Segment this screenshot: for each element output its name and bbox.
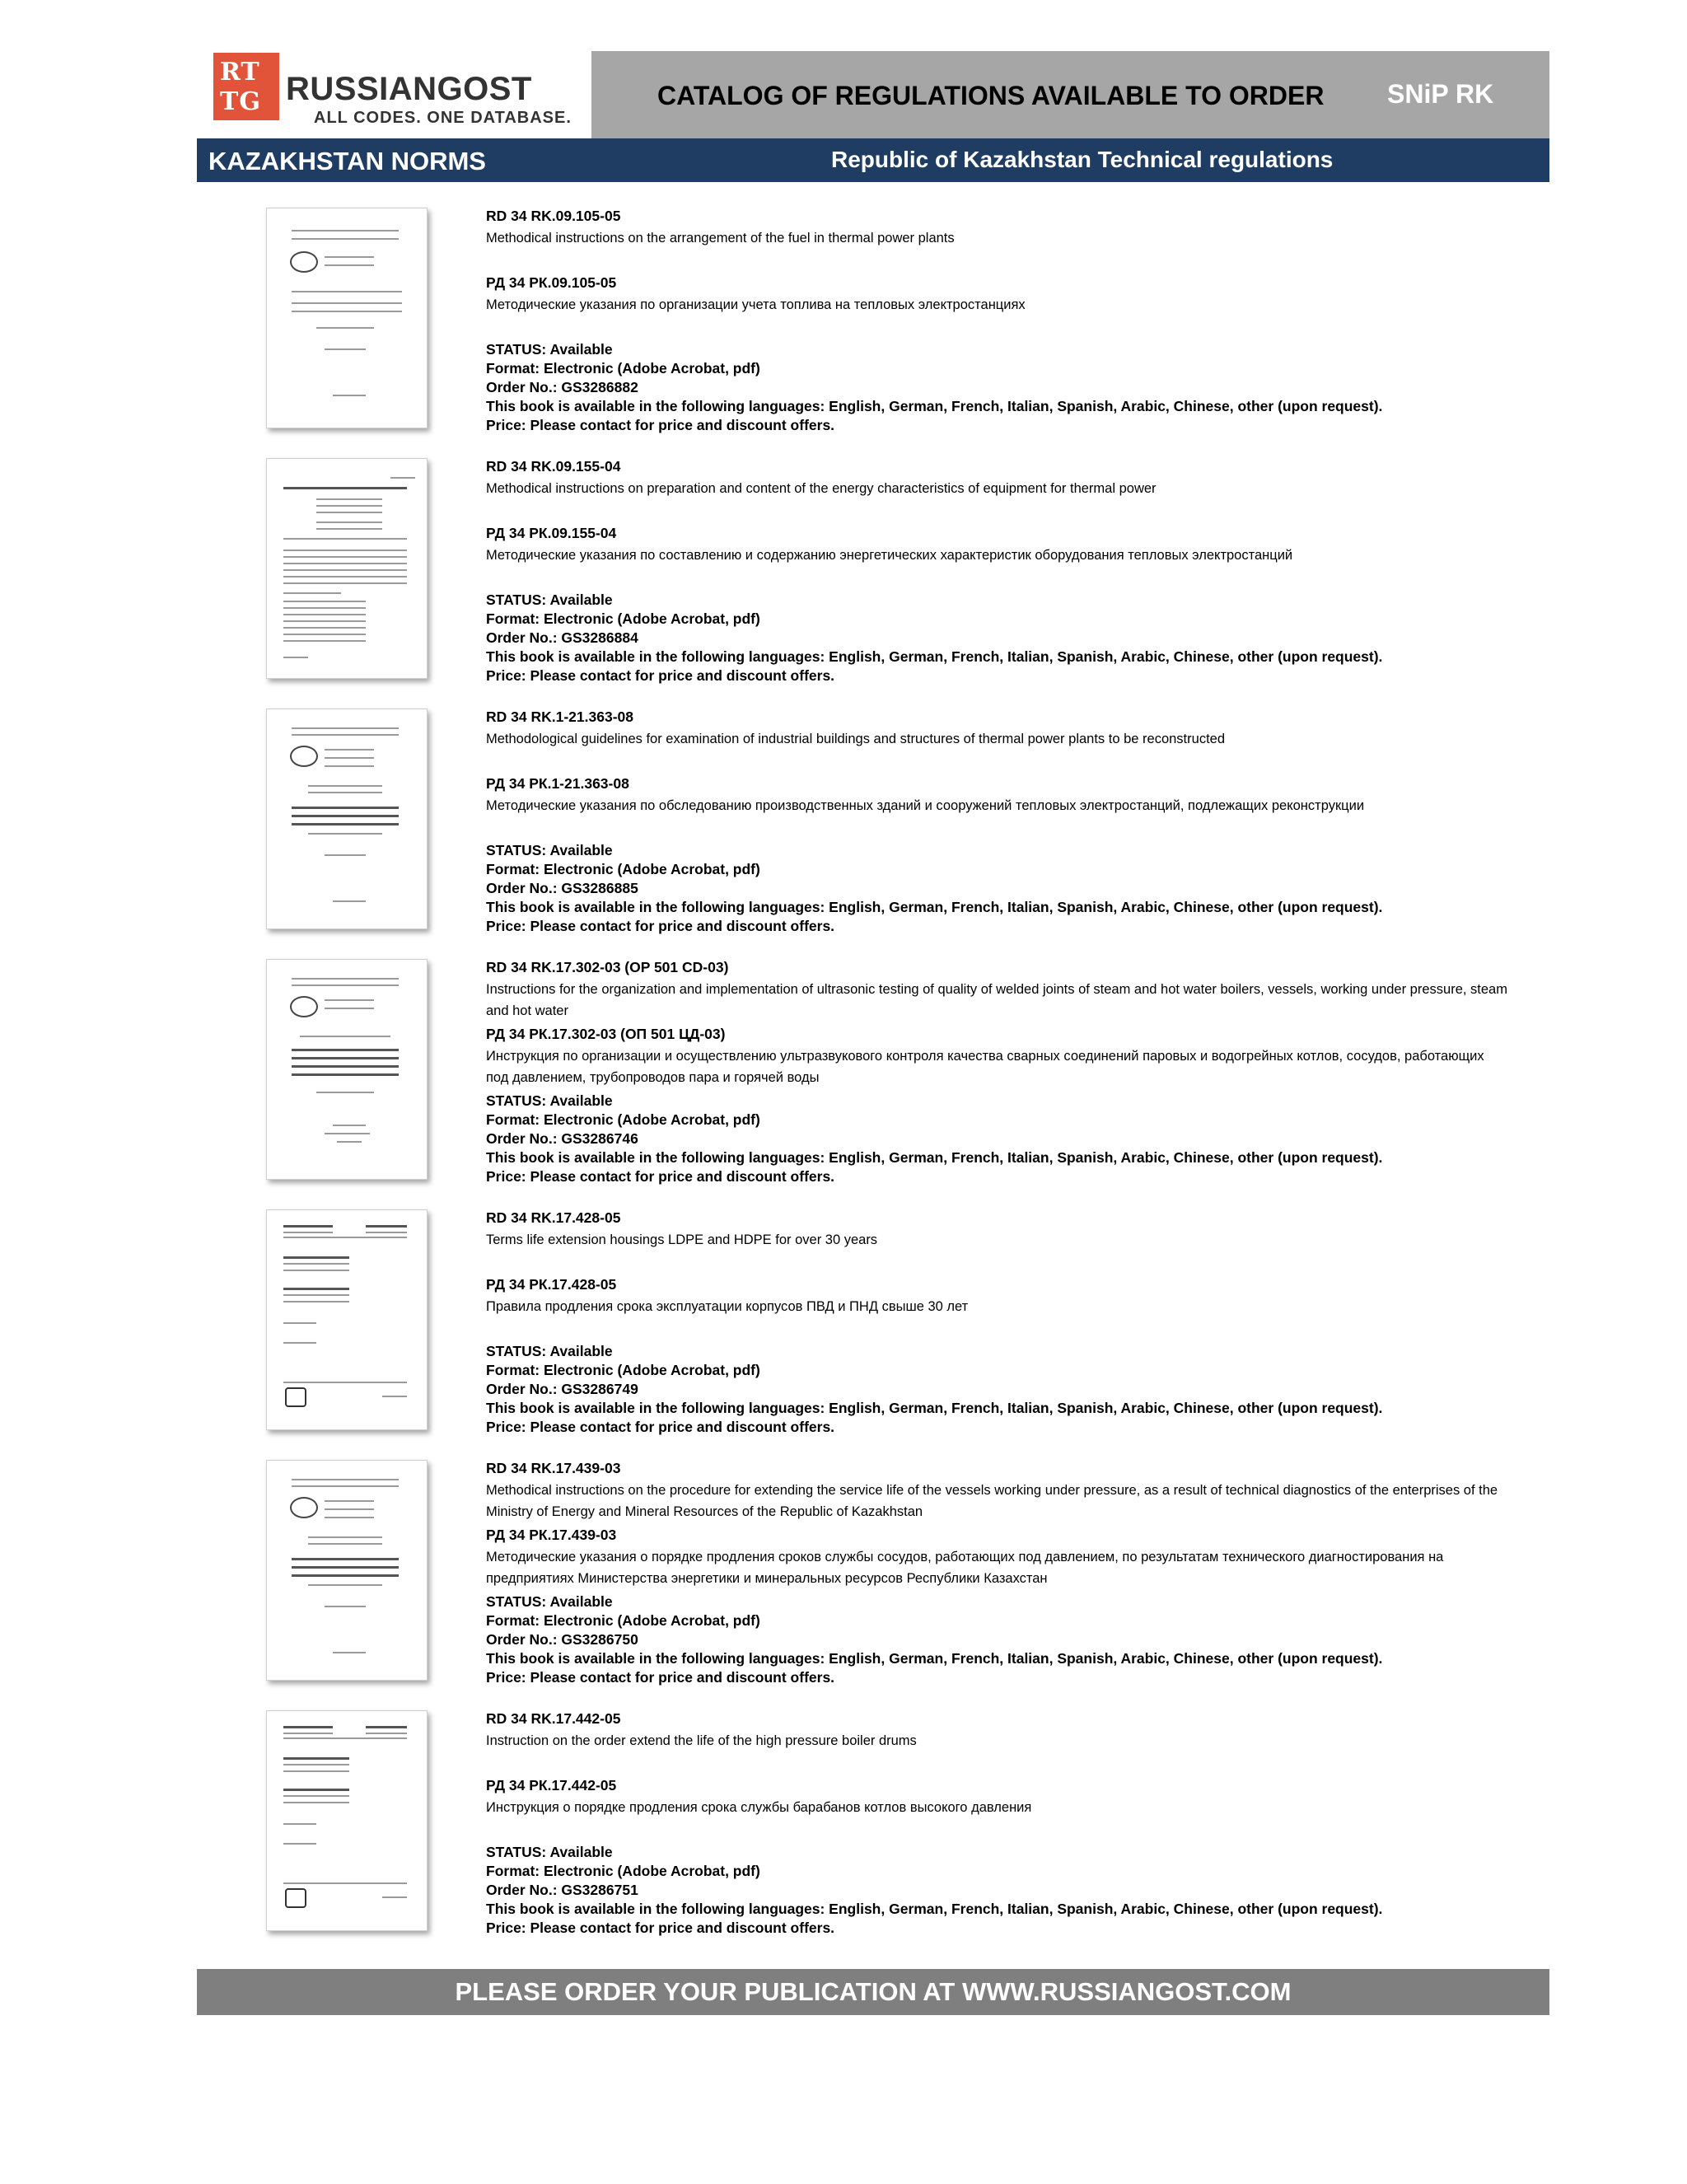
document-thumbnail[interactable] bbox=[266, 1209, 428, 1430]
entry-languages: This book is available in the following languages: English, German, French, Italian, Spanish, Arabic, Chinese, other (upon request). bbox=[486, 1149, 1383, 1166]
entry-description-en: Methodical instructions on the procedure for extending the service life of the vessels working under pressure, as a result of technical diagnostics of the enterprises of the Ministry of Energy and Mineral Resources of the Republic of Kazakhstan bbox=[486, 1483, 1498, 1519]
section-banner bbox=[197, 138, 1549, 182]
entry-price: Price: Please contact for price and discount offers. bbox=[486, 1920, 835, 1936]
entry-description-en: Instruction on the order extend the life of the high pressure boiler drums bbox=[486, 1733, 917, 1748]
entry-price: Price: Please contact for price and discount offers. bbox=[486, 1168, 835, 1185]
entry-code-ru: РД 34 РК.09.105-05 bbox=[486, 274, 617, 291]
logo-mark bbox=[213, 53, 279, 120]
entry-order-number: Order No.: GS3286750 bbox=[486, 1631, 638, 1648]
entry-description-en: Instructions for the organization and implementation of ultrasonic testing of quality of welded joints of steam and hot water boilers, vessels, working under pressure, steam and hot water bbox=[486, 982, 1507, 1018]
catalog-entry bbox=[0, 1460, 1687, 1707]
entry-code-ru: РД 34 РК.17.302-03 (ОП 501 ЦД-03) bbox=[486, 1026, 726, 1042]
logo-mark-bottom: TG bbox=[220, 87, 261, 116]
entry-languages: This book is available in the following languages: English, German, French, Italian, Spanish, Arabic, Chinese, other (upon request). bbox=[486, 648, 1383, 665]
entry-description-en: Methodical instructions on the arrangement of the fuel in thermal power plants bbox=[486, 231, 955, 246]
catalog-entry bbox=[0, 208, 1687, 455]
entry-order-number: Order No.: GS3286749 bbox=[486, 1381, 638, 1397]
entry-description-en: Methodical instructions on preparation and content of the energy characteristics of equipment for thermal power bbox=[486, 481, 1157, 496]
section-title: KAZAKHSTAN NORMS bbox=[208, 147, 486, 175]
entry-description-en: Methodological guidelines for examination of industrial buildings and structures of thermal power plants to be reconstructed bbox=[486, 732, 1226, 746]
entry-languages: This book is available in the following languages: English, German, French, Italian, Spanish, Arabic, Chinese, other (upon request). bbox=[486, 1901, 1383, 1917]
entry-code-ru: РД 34 РК.17.428-05 bbox=[486, 1276, 617, 1293]
document-thumbnail[interactable] bbox=[266, 1460, 428, 1681]
logo[interactable] bbox=[199, 51, 591, 138]
entry-format: Format: Electronic (Adobe Acrobat, pdf) bbox=[486, 1362, 760, 1378]
entry-languages: This book is available in the following languages: English, German, French, Italian, Spanish, Arabic, Chinese, other (upon request). bbox=[486, 1400, 1383, 1416]
entry-code-ru: РД 34 РК.17.439-03 bbox=[486, 1527, 617, 1543]
catalog-entry bbox=[0, 458, 1687, 705]
entry-description-ru: Инструкция по организации и осуществлению ультразвукового контроля качества сварных соединений паровых и водогрейных котлов, сосудов, работающих под давлением, трубопроводов пара и горячей воды bbox=[486, 1049, 1484, 1085]
entry-order-number: Order No.: GS3286885 bbox=[486, 880, 638, 896]
entry-description-ru: Методические указания по обследованию производственных зданий и сооружений тепловых электростанций, подлежащих реконструкции bbox=[486, 798, 1365, 813]
logo-mark-top: RT bbox=[220, 58, 260, 87]
entry-format: Format: Electronic (Adobe Acrobat, pdf) bbox=[486, 360, 760, 376]
catalog-entry bbox=[0, 709, 1687, 956]
section-subtitle: Republic of Kazakhstan Technical regulations bbox=[831, 147, 1334, 172]
entry-code-ru: РД 34 РК.17.442-05 bbox=[486, 1777, 617, 1793]
entry-code-en: RD 34 RK.17.439-03 bbox=[486, 1460, 621, 1476]
logo-tagline: ALL CODES. ONE DATABASE. bbox=[314, 109, 572, 127]
entry-description-ru: Методические указания о порядке продления сроков службы сосудов, работающих под давлением, по результатам технического диагностирования на предприятиях Министерства энергетики и минеральных ресурсов Республики Казахстан bbox=[486, 1550, 1444, 1586]
catalog-entry bbox=[0, 1710, 1687, 1957]
entry-order-number: Order No.: GS3286882 bbox=[486, 379, 638, 395]
entry-price: Price: Please contact for price and discount offers. bbox=[486, 918, 835, 934]
entry-status: STATUS: Available bbox=[486, 1593, 613, 1610]
entry-order-number: Order No.: GS3286884 bbox=[486, 629, 638, 646]
entry-format: Format: Electronic (Adobe Acrobat, pdf) bbox=[486, 1612, 760, 1629]
catalog-entry bbox=[0, 1209, 1687, 1457]
page-title: CATALOG OF REGULATIONS AVAILABLE TO ORDER bbox=[657, 81, 1325, 110]
document-thumbnail[interactable] bbox=[266, 709, 428, 929]
entry-description-ru: Методические указания по составлению и содержанию энергетических характеристик оборудования тепловых электростанций bbox=[486, 548, 1293, 563]
entry-code-ru: РД 34 РК.09.155-04 bbox=[486, 525, 617, 541]
entry-status: STATUS: Available bbox=[486, 341, 613, 358]
entry-description-ru: Методические указания по организации учета топлива на тепловых электростанциях bbox=[486, 297, 1026, 312]
entry-order-number: Order No.: GS3286746 bbox=[486, 1130, 638, 1147]
entry-status: STATUS: Available bbox=[486, 842, 613, 858]
entry-status: STATUS: Available bbox=[486, 1844, 613, 1860]
entry-code-en: RD 34 RK.17.442-05 bbox=[486, 1710, 621, 1727]
entry-status: STATUS: Available bbox=[486, 1343, 613, 1359]
entry-code-ru: РД 34 РК.1-21.363-08 bbox=[486, 775, 629, 792]
entry-code-en: RD 34 RK.09.155-04 bbox=[486, 458, 621, 475]
entry-format: Format: Electronic (Adobe Acrobat, pdf) bbox=[486, 861, 760, 877]
entry-code-en: RD 34 RK.17.428-05 bbox=[486, 1209, 621, 1226]
entry-order-number: Order No.: GS3286751 bbox=[486, 1882, 638, 1898]
entry-code-en: RD 34 RK.1-21.363-08 bbox=[486, 709, 633, 725]
entry-format: Format: Electronic (Adobe Acrobat, pdf) bbox=[486, 610, 760, 627]
entry-format: Format: Electronic (Adobe Acrobat, pdf) bbox=[486, 1111, 760, 1128]
entry-price: Price: Please contact for price and discount offers. bbox=[486, 1419, 835, 1435]
entry-description-ru: Правила продления срока эксплуатации корпусов ПВД и ПНД свыше 30 лет bbox=[486, 1299, 969, 1314]
logo-name: RUSSIANGOST bbox=[286, 71, 532, 107]
entry-price: Price: Please contact for price and discount offers. bbox=[486, 667, 835, 684]
entry-status: STATUS: Available bbox=[486, 592, 613, 608]
entry-languages: This book is available in the following languages: English, German, French, Italian, Spanish, Arabic, Chinese, other (upon request). bbox=[486, 899, 1383, 915]
header-bar bbox=[591, 51, 1549, 138]
document-thumbnail[interactable] bbox=[266, 959, 428, 1180]
entry-price: Price: Please contact for price and discount offers. bbox=[486, 417, 835, 433]
document-thumbnail[interactable] bbox=[266, 458, 428, 679]
entry-format: Format: Electronic (Adobe Acrobat, pdf) bbox=[486, 1863, 760, 1879]
entry-languages: This book is available in the following languages: English, German, French, Italian, Spanish, Arabic, Chinese, other (upon request). bbox=[486, 1650, 1383, 1667]
entry-code-en: RD 34 RK.17.302-03 (OP 501 CD-03) bbox=[486, 959, 729, 975]
catalog-entry bbox=[0, 959, 1687, 1206]
entry-status: STATUS: Available bbox=[486, 1092, 613, 1109]
entry-price: Price: Please contact for price and discount offers. bbox=[486, 1669, 835, 1686]
entry-code-en: RD 34 RK.09.105-05 bbox=[486, 208, 621, 224]
order-banner[interactable]: PLEASE ORDER YOUR PUBLICATION AT WWW.RUSSIANGOST.COM bbox=[197, 1969, 1549, 2015]
entry-languages: This book is available in the following languages: English, German, French, Italian, Spanish, Arabic, Chinese, other (upon request). bbox=[486, 398, 1383, 414]
entry-description-en: Terms life extension housings LDPE and HDPE for over 30 years bbox=[486, 1232, 878, 1247]
entry-description-ru: Инструкция о порядке продления срока службы барабанов котлов высокого давления bbox=[486, 1800, 1032, 1815]
catalog-code: SNiP RK bbox=[1387, 79, 1494, 109]
document-thumbnail[interactable] bbox=[266, 208, 428, 428]
document-thumbnail[interactable] bbox=[266, 1710, 428, 1931]
